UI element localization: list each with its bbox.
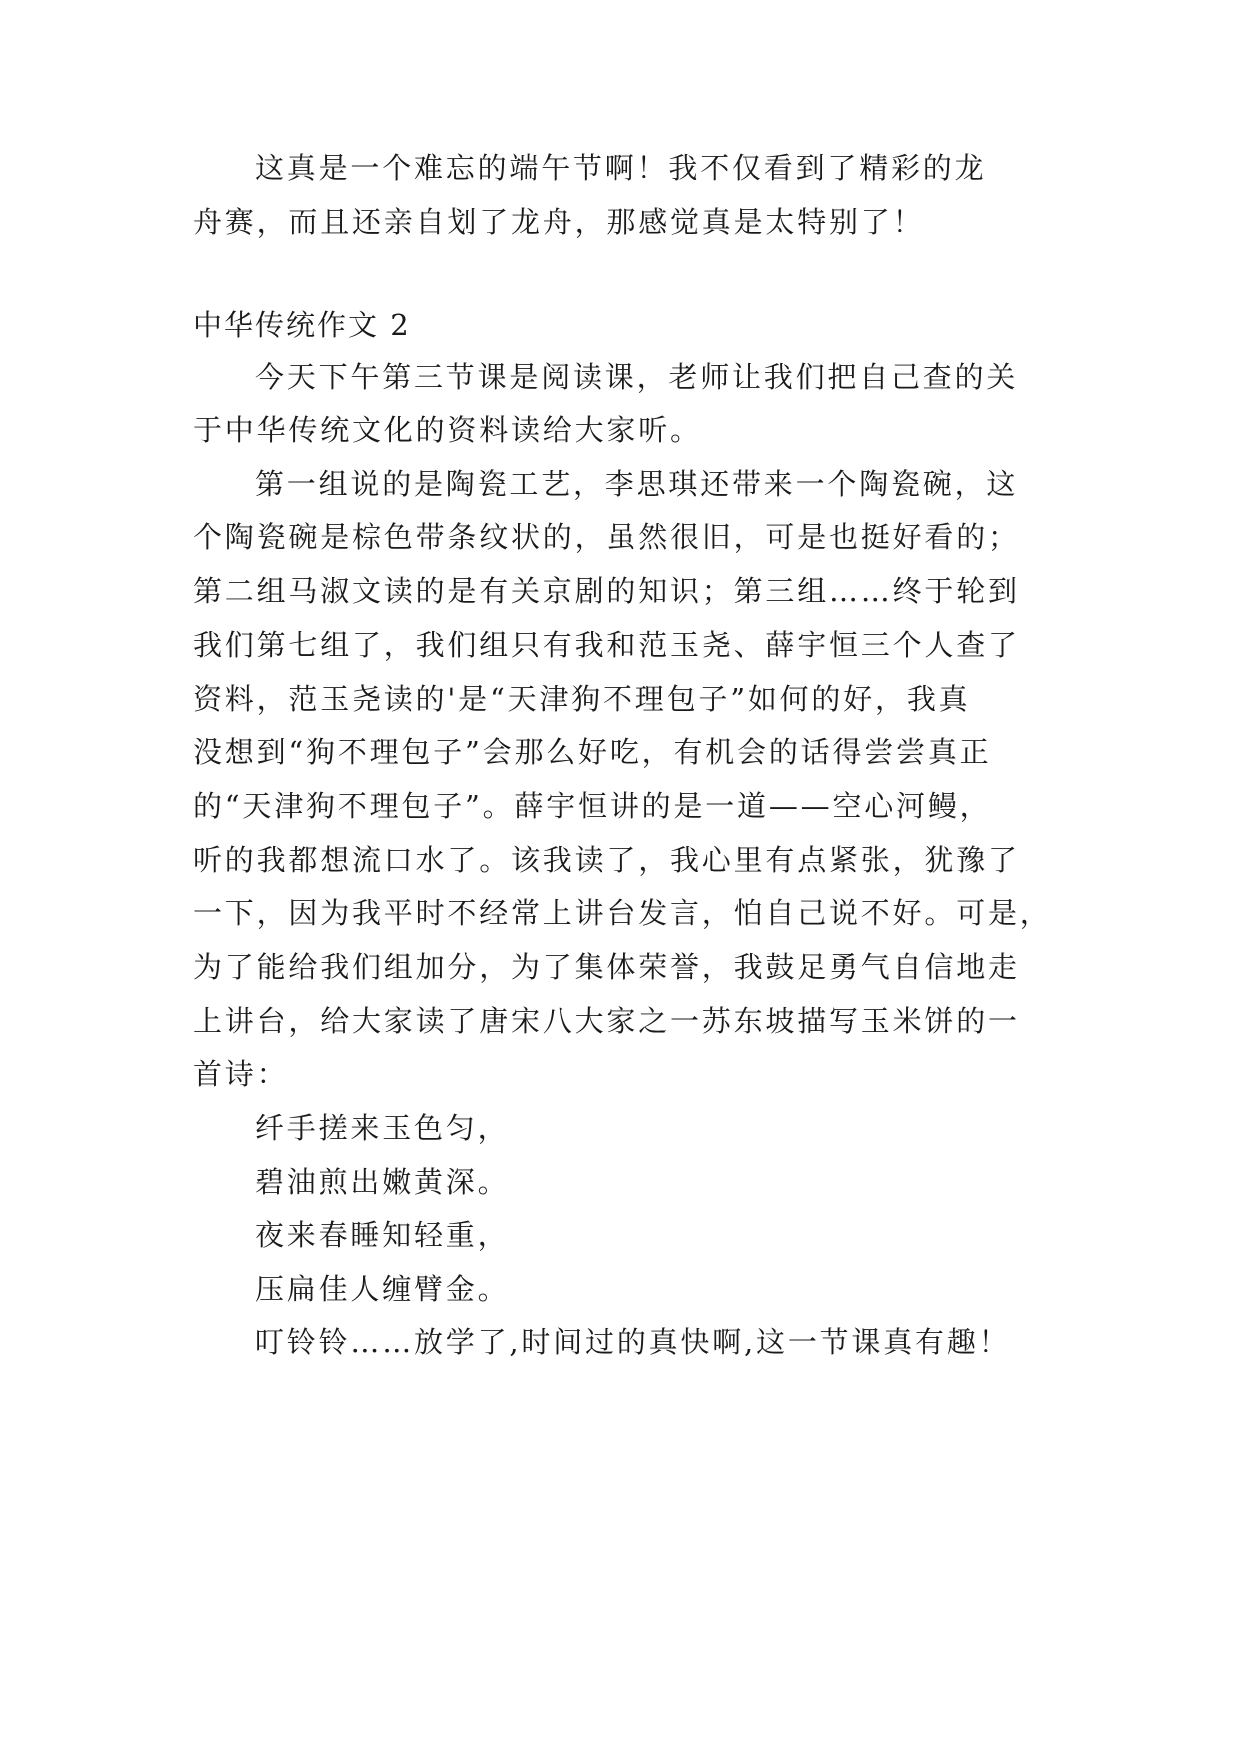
- paragraph-2-line-7: 的“天津狗不理包子”。薛宇恒讲的是一道——空心河鳗，: [193, 789, 992, 823]
- paragraph-2-line-6: 没想到“狗不理包子”会那么好吃，有机会的话得尝尝真正: [193, 735, 992, 769]
- poem-line-1: 纤手搓来玉色匀，: [255, 1111, 510, 1145]
- poem-line-3: 夜来春睡知轻重，: [255, 1218, 510, 1252]
- poem-line-2: 碧油煎出嫩黄深。: [255, 1165, 510, 1199]
- paragraph-2-line-8: 听的我都想流口水了。该我读了，我心里有点紧张，犹豫了: [193, 843, 1020, 877]
- paragraph-2-line-10: 为了能给我们组加分，为了集体荣誉，我鼓足勇气自信地走: [193, 950, 1020, 984]
- poem-line-4: 压扁佳人缠臂金。: [255, 1272, 510, 1306]
- closing-line: 叮铃铃……放学了,时间过的真快啊,这一节课真有趣！: [255, 1325, 1011, 1359]
- intro-line-1: 这真是一个难忘的端午节啊！我不仅看到了精彩的龙: [255, 151, 987, 185]
- paragraph-2-line-5: 资料，范玉尧读的'是“天津狗不理包子”如何的好，我真: [193, 682, 971, 716]
- paragraph-2-line-1: 第一组说的是陶瓷工艺，李思琪还带来一个陶瓷碗，这: [255, 467, 1019, 501]
- paragraph-2-line-9: 一下，因为我平时不经常上讲台发言，怕自己说不好。可是，: [193, 896, 1052, 930]
- paragraph-1-line-2: 于中华传统文化的资料读给大家听。: [193, 413, 702, 447]
- paragraph-1-line-1: 今天下午第三节课是阅读课，老师让我们把自己查的关: [255, 360, 1019, 394]
- paragraph-2-line-3: 第二组马淑文读的是有关京剧的知识；第三组……终于轮到: [193, 574, 1020, 608]
- section-title: 中华传统作文 2: [193, 308, 411, 342]
- paragraph-2-line-11: 上讲台，给大家读了唐宋八大家之一苏东坡描写玉米饼的一: [193, 1004, 1020, 1038]
- intro-line-2: 舟赛，而且还亲自划了龙舟，那感觉真是太特别了！: [193, 205, 925, 239]
- paragraph-2-line-2: 个陶瓷碗是棕色带条纹状的，虽然很旧，可是也挺好看的；: [193, 520, 1020, 554]
- paragraph-2-line-4: 我们第七组了，我们组只有我和范玉尧、薛宇恒三个人查了: [193, 628, 1020, 662]
- paragraph-2-line-12: 首诗：: [193, 1057, 289, 1091]
